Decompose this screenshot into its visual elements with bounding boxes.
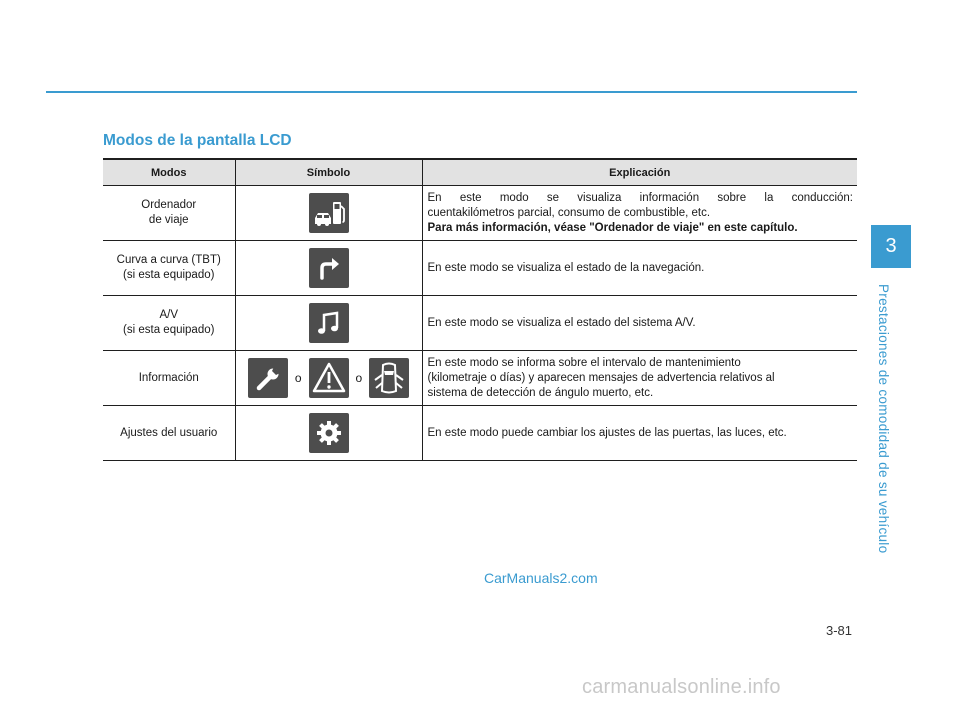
- mode-name: Información: [138, 371, 199, 384]
- header-explanation: Explicación: [422, 159, 857, 186]
- explanation-line: cuentakilómetros parcial, consumo de combustible, etc.: [427, 206, 711, 219]
- wrench-icon: [248, 358, 288, 398]
- watermark-text: CarManuals2.com: [484, 570, 598, 586]
- explanation-line: En este modo se visualiza el estado del sistema A/V.: [427, 316, 696, 329]
- explanation-line: En este modo se visualiza información sobre la conducción:: [427, 191, 853, 204]
- explanation-line: sistema de detección de ángulo muerto, etc.: [427, 386, 654, 399]
- table-header-row: [103, 159, 857, 186]
- table-row: [103, 241, 857, 296]
- mode-cell: [103, 186, 235, 241]
- turn-arrow-icon: [309, 248, 349, 288]
- fuel-gauge-car-icon: [309, 193, 349, 233]
- or-separator: o: [355, 370, 363, 385]
- music-note-icon: [309, 303, 349, 343]
- symbol-cell: [235, 296, 422, 351]
- explanation-cell: [422, 351, 857, 406]
- header-symbol: Símbolo: [235, 159, 422, 186]
- mode-name-sub: (si esta equipado): [123, 269, 215, 281]
- table-row: [103, 351, 857, 406]
- top-rule: [46, 91, 857, 93]
- mode-name-sub: (si esta equipado): [123, 324, 215, 336]
- explanation-line: En este modo se informa sobre el intervalo de mantenimiento: [427, 356, 741, 369]
- mode-cell: [103, 406, 235, 461]
- page-number: 3-81: [826, 623, 853, 638]
- table-row: [103, 186, 857, 241]
- symbol-cell: [235, 241, 422, 296]
- car-doors-icon: [369, 358, 409, 398]
- symbol-cell: [235, 186, 422, 241]
- or-separator: o: [294, 370, 302, 385]
- chapter-tab: 3: [871, 225, 911, 268]
- mode-cell: [103, 296, 235, 351]
- lcd-modes-table: [103, 158, 857, 461]
- footer-watermark: carmanualsonline.info: [582, 676, 781, 698]
- mode-name-sub: de viaje: [148, 214, 189, 226]
- explanation-line: En este modo puede cambiar los ajustes de las puertas, las luces, etc.: [427, 426, 787, 439]
- table-row: [103, 296, 857, 351]
- mode-cell: [103, 241, 235, 296]
- warning-triangle-icon: [309, 358, 349, 398]
- chapter-title: Prestaciones de comodidad de su vehículo: [876, 284, 891, 554]
- explanation-cell: [422, 296, 857, 351]
- mode-name: A/V: [159, 309, 179, 321]
- explanation-line: En este modo se visualiza el estado de la navegación.: [427, 261, 705, 274]
- gear-icon: [309, 413, 349, 453]
- symbol-cell: [235, 406, 422, 461]
- section-title: Modos de la pantalla LCD: [103, 132, 292, 149]
- explanation-reference: Para más información, véase "Ordenador de viaje" en este capítulo.: [427, 221, 798, 234]
- header-modes: Modos: [103, 159, 235, 186]
- explanation-cell: [422, 406, 857, 461]
- mode-cell: [103, 351, 235, 406]
- mode-name: Ordenador: [141, 199, 197, 211]
- explanation-cell: [422, 186, 857, 241]
- mode-name: Ajustes del usuario: [120, 426, 218, 439]
- symbol-cell: [235, 351, 422, 406]
- mode-name: Curva a curva (TBT): [116, 254, 221, 266]
- explanation-cell: [422, 241, 857, 296]
- table-row: [103, 406, 857, 461]
- explanation-line: (kilometraje o días) y aparecen mensajes de advertencia relativos al: [427, 371, 775, 384]
